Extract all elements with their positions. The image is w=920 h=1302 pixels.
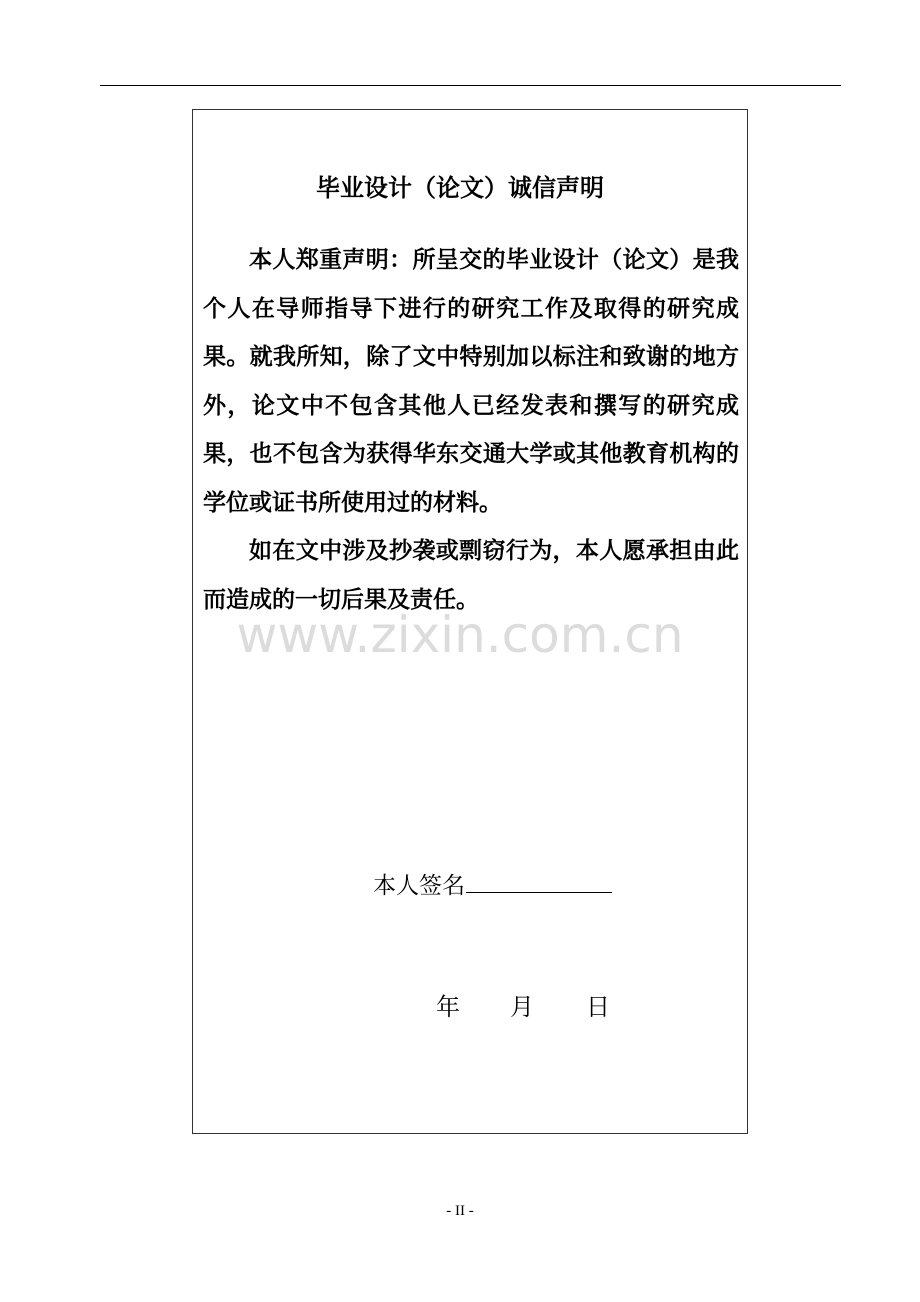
declaration-paragraph: 如在文中涉及抄袭或剽窃行为，本人愿承担由此而造成的一切后果及责任。 [203, 537, 739, 613]
date-day-label: 日 [586, 993, 610, 1021]
date-month-label: 月 [510, 993, 534, 1021]
signature-label: 本人签名 [373, 873, 465, 899]
declaration-body [203, 236, 739, 624]
signature-line [466, 866, 612, 893]
page-number: - II - [446, 1203, 474, 1219]
watermark: www.zixin.com.cn [236, 606, 684, 664]
date-year-label: 年 [436, 993, 460, 1021]
declaration-title: 毕业设计（论文）诚信声明 [316, 173, 604, 202]
header-rule [100, 85, 841, 86]
signature-row [373, 866, 612, 904]
declaration-paragraph: 本人郑重声明：所呈交的毕业设计（论文）是我个人在导师指导下进行的研究工作及取得的研究成果。就我所知，除了文中特别加以标注和致谢的地方外，论文中不包含其他人已经发表和撰写的研究成果，也不包含为获得华东交通大学或其他教育机构的学位或证书所使用过的材料。 [203, 246, 739, 516]
